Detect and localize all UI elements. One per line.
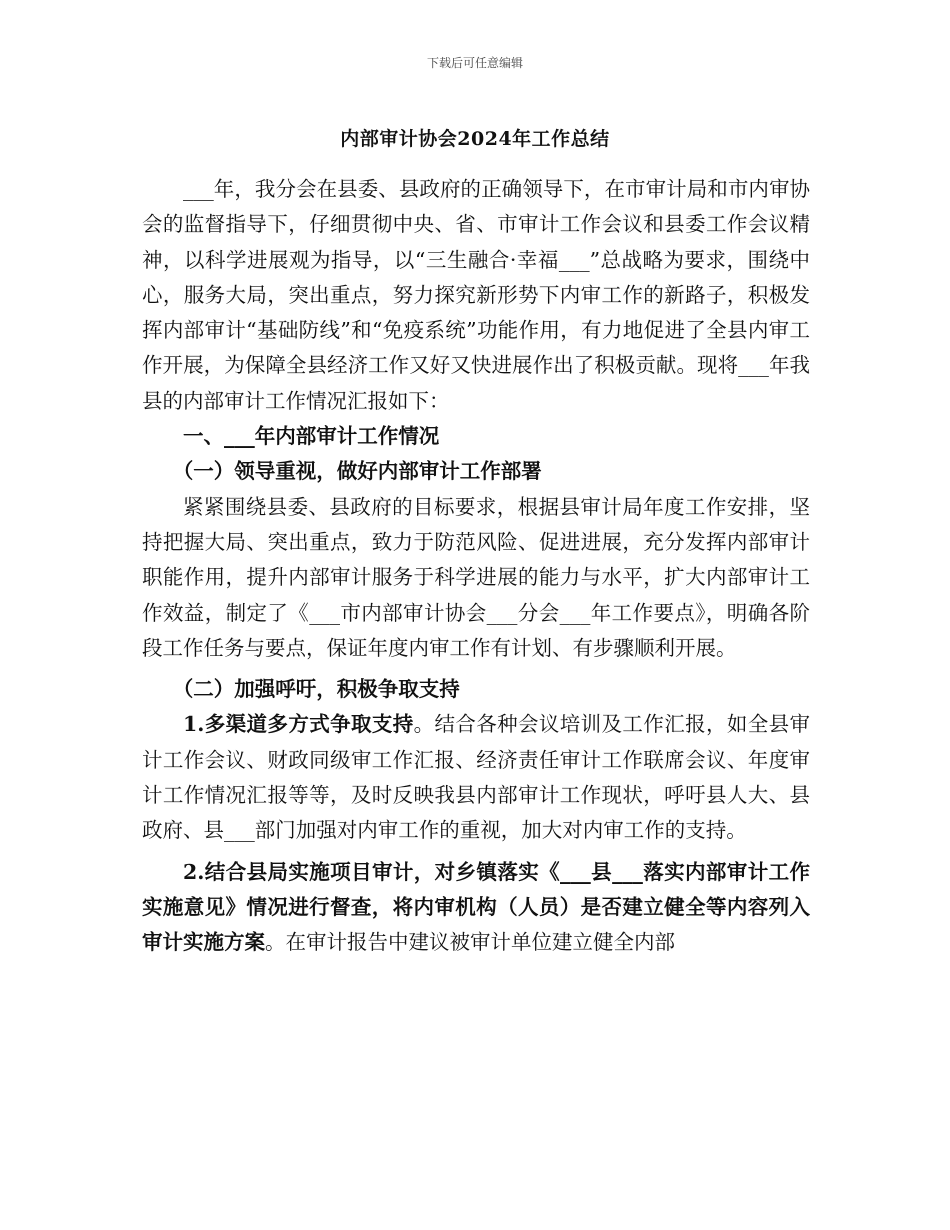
section-heading-1: 一、___年内部审计工作情况 (183, 424, 440, 449)
subsection-1-paragraph: 紧紧围绕县委、县政府的目标要求，根据县审计局年度工作安排，坚持把握大局、突出重点，致力于防范风险、促进进展，充分发挥内部审计职能作用，提升内部审计服务于科学进展的能力与水平，扩大内部审计工作效益，制定了《___市内部审计协会___分会___年工作要点》，明确各阶段工作任务与要点，保证年度内审工作有计划、有步骤顺利开展。 (142, 494, 810, 660)
item-2-paragraph (142, 855, 810, 961)
intro-paragraph: ___年，我分会在县委、县政府的正确领导下，在市审计局和市内审协会的监督指导下，仔细贯彻中央、省、市审计工作会议和县委工作会议精神，以科学进展观为指导，以“三生融合·幸福___”总战略为要求，围绕中心，服务大局，突出重点，努力探究新形势下内审工作的新路子，积极发挥内部审计“基础防线”和“免疫系统”功能作用，有力地促进了全县内审工作开展，为保障全县经济工作又好又快进展作出了积极贡献。现将___年我县的内部审计工作情况汇报如下： (142, 177, 810, 413)
subsection-heading-2: （二）加强呼吁，积极争取支持 (172, 677, 460, 702)
subsection-heading-1: （一）领导重视，做好内部审计工作部署 (172, 459, 542, 484)
document-body (142, 172, 810, 961)
item-1-paragraph (142, 707, 810, 848)
item-1-lead: 1.多渠道多方式争取支持 (183, 712, 414, 737)
document-title: 内部审计协会2024年工作总结 (340, 128, 610, 150)
item-2-lead: 2.结合县局实施项目审计，对乡镇落实《___县___落实内部审计工作实施意见》情况进行督查，将内审机构（人员）是否建立健全等内容列入审计实施方案 (142, 859, 810, 955)
item-1-body: 。结合各种会议培训及工作汇报，如全县审计工作会议、财政同级审工作汇报、经济责任审计工作联席会议、年度审计工作情况汇报等等，及时反映我县内部审计工作现状，呼吁县人大、县政府、县___部门加强对内审工作的重视，加大对内审工作的支持。 (142, 712, 810, 843)
item-2-body: 。在审计报告中建议被审计单位建立健全内部 (265, 930, 675, 955)
header-note: 下载后可任意编辑 (426, 56, 523, 70)
